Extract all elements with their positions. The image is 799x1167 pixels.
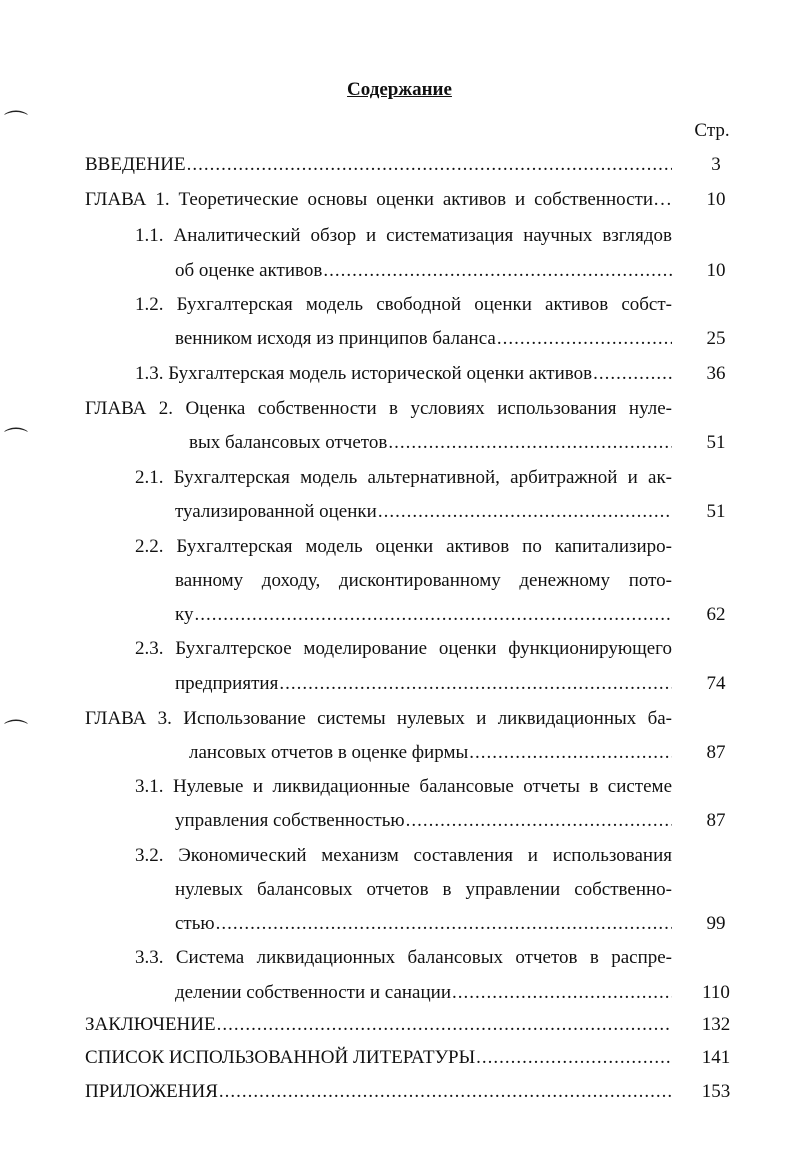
toc-page-number: 36 (706, 363, 726, 384)
toc-line: ГЛАВА 3. Использование системы нулевых и ликвидационных ба- (85, 708, 672, 729)
toc-line: 3.1. Нулевые и ликвидационные балансовые отчеты в системе (135, 776, 672, 797)
toc-page-number: 87 (706, 810, 726, 831)
toc-page-number: 87 (706, 742, 726, 763)
toc-line: венником исходя из принципов баланса ..... (175, 322, 672, 356)
toc-page-number: 10 (706, 189, 726, 210)
toc-line: туализированной оценки ..... (175, 495, 672, 529)
toc-page-number: 3 (711, 154, 721, 175)
scan-mark: ⌒ (4, 428, 28, 454)
toc-page-number: 62 (706, 604, 726, 625)
toc-line: вых балансовых отчетов ..... (189, 426, 672, 460)
toc-line: лансовых отчетов в оценке фирмы ..... (189, 736, 672, 770)
toc-line: 3.2. Экономический механизм составления и использования (135, 845, 672, 866)
toc-line: 2.1. Бухгалтерская модель альтернативной, арбитражной и ак- (135, 467, 672, 488)
toc-line: ку ..... (175, 598, 672, 632)
toc-line: 2.2. Бухгалтерская модель оценки активов по капитализиро- (135, 536, 672, 557)
toc-page-number: 25 (706, 328, 726, 349)
scan-mark: ⌒ (4, 720, 28, 746)
toc-line: 1.1. Аналитический обзор и систематизация научных взглядов (135, 225, 672, 246)
toc-line: 1.3. Бухгалтерская модель исторической оценки активов ..... (135, 357, 672, 391)
toc-line: 3.3. Система ликвидационных балансовых отчетов в распре- (135, 947, 672, 968)
toc-page-number: 141 (701, 1047, 731, 1068)
toc-page-number: 99 (706, 913, 726, 934)
toc-line: стью ..... (175, 907, 672, 941)
toc-line: делении собственности и санации ..... (175, 976, 672, 1010)
toc-line: нулевых балансовых отчетов в управлении собственно- (175, 879, 672, 900)
toc-line: 2.3. Бухгалтерское моделирование оценки функционирующего (135, 638, 672, 659)
toc-page-number: 153 (701, 1081, 731, 1102)
toc-page-number: 51 (706, 501, 726, 522)
toc-line: ЗАКЛЮЧЕНИЕ ..... (85, 1008, 672, 1042)
toc-line: 1.2. Бухгалтерская модель свободной оценки активов собст- (135, 294, 672, 315)
scan-mark: ⌒ (4, 111, 28, 137)
toc-line: ванному доходу, дисконтированному денежному пото- (175, 570, 672, 591)
page-title: Содержание (347, 79, 452, 100)
toc-page-number: 110 (702, 982, 730, 1003)
toc-line: СПИСОК ИСПОЛЬЗОВАННОЙ ЛИТЕРАТУРЫ ..... (85, 1041, 672, 1075)
page-column-header: Стр. (694, 120, 730, 141)
toc-line: ПРИЛОЖЕНИЯ ..... (85, 1075, 672, 1109)
toc-line: ВВЕДЕНИЕ ..... (85, 148, 672, 182)
toc-page-number: 132 (701, 1014, 731, 1035)
toc-line: ГЛАВА 1. Теоретические основы оценки активов и собственности… (85, 189, 672, 210)
toc-page-number: 74 (706, 673, 726, 694)
toc-line: об оценке активов ..... (175, 254, 672, 288)
toc-line: ГЛАВА 2. Оценка собственности в условиях использования нуле- (85, 398, 672, 419)
toc-page-number: 10 (706, 260, 726, 281)
toc-line: управления собственностью ..... (175, 804, 672, 838)
toc-line: предприятия ..... (175, 667, 672, 701)
toc-page-number: 51 (706, 432, 726, 453)
